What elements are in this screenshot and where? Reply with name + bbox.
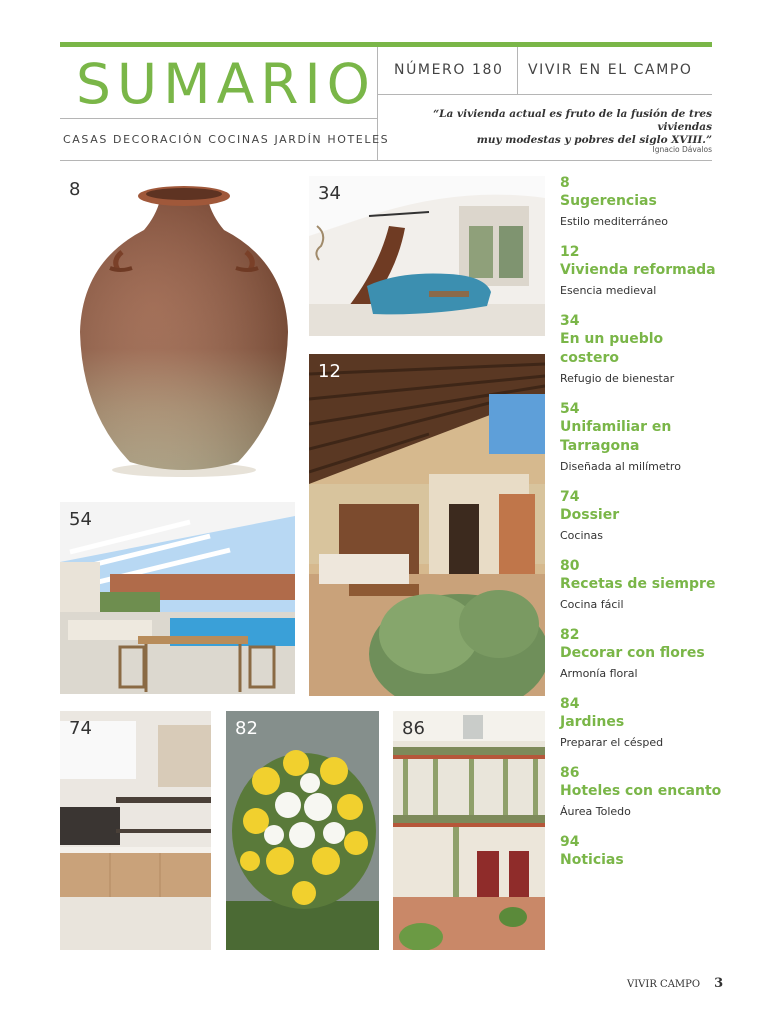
quote-author: Ignacio Dávalos (652, 145, 712, 154)
toc-subtitle: Armonía floral (560, 667, 638, 680)
kitchen-illustration (60, 711, 211, 950)
toc-item[interactable] (560, 627, 730, 682)
toc-title: Jardines (560, 714, 625, 730)
toc-number: 34 (560, 313, 580, 329)
photo-living-room[interactable] (309, 176, 545, 336)
toc-title: Decorar con flores (560, 645, 705, 661)
terrace-illustration (60, 502, 295, 694)
header-rule-left (60, 118, 377, 119)
toc-subtitle: Estilo mediterráneo (560, 215, 668, 228)
toc-subtitle: Cocinas (560, 529, 603, 542)
toc-number: 94 (560, 834, 580, 850)
toc-title: En un pueblo (560, 331, 664, 347)
toc-number: 84 (560, 696, 580, 712)
porch-illustration (309, 354, 545, 696)
toc-title: Recetas de siempre (560, 576, 716, 592)
magazine-name: VIVIR EN EL CAMPO (528, 62, 693, 78)
photo-flowers[interactable] (226, 711, 379, 950)
toc-subtitle: Esencia medieval (560, 284, 657, 297)
toc-subtitle: Diseñada al milímetro (560, 460, 681, 473)
photo-jar[interactable] (60, 172, 300, 482)
toc-title: Vivienda reformada (560, 262, 716, 278)
issue-number: NÚMERO 180 (394, 62, 504, 78)
toc-number: 54 (560, 401, 580, 417)
page-footer (627, 976, 723, 991)
toc-subtitle: Preparar el césped (560, 736, 664, 749)
hotel-illustration (393, 711, 545, 950)
toc-item[interactable] (560, 313, 730, 387)
header-rule-bottom (60, 160, 712, 161)
toc-title: Noticias (560, 852, 624, 868)
toc-title: Unifamiliar en (560, 419, 672, 435)
toc-item[interactable] (560, 696, 730, 751)
toc-subtitle: Refugio de bienestar (560, 372, 675, 385)
photo-jar-number: 8 (69, 179, 81, 200)
toc-item[interactable] (560, 175, 730, 230)
header-divider-2 (517, 47, 518, 94)
photo-hotel[interactable] (393, 711, 545, 950)
photo-terrace-number: 54 (69, 509, 92, 530)
photo-flowers-number: 82 (235, 718, 258, 739)
toc-number: 82 (560, 627, 580, 643)
toc-title: Hoteles con encanto (560, 783, 722, 799)
photo-kitchen[interactable] (60, 711, 211, 950)
footer-brand: VIVIR CAMPO (627, 979, 701, 990)
jar-illustration (60, 172, 300, 482)
photo-hotel-number: 86 (402, 718, 425, 739)
toc-number: 8 (560, 175, 570, 191)
toc-title: Sugerencias (560, 193, 657, 209)
pull-quote (392, 108, 712, 147)
top-accent-bar (60, 42, 712, 47)
page-title: SUMARIO (76, 52, 376, 116)
table-of-contents (560, 175, 730, 870)
photo-kitchen-number: 74 (69, 718, 92, 739)
flowers-illustration (226, 711, 379, 950)
toc-item[interactable] (560, 558, 730, 613)
toc-item[interactable] (560, 489, 730, 544)
toc-item[interactable] (560, 244, 730, 299)
photo-living-room-number: 34 (318, 183, 341, 204)
section-list: CASAS DECORACIÓN COCINAS JARDÍN HOTELES (63, 133, 390, 146)
toc-title: Dossier (560, 507, 620, 523)
toc-number: 12 (560, 244, 580, 260)
toc-item[interactable] (560, 765, 730, 820)
photo-porch[interactable] (309, 354, 545, 696)
toc-item[interactable] (560, 834, 730, 870)
toc-number: 74 (560, 489, 580, 505)
toc-title-line2: Tarragona (560, 438, 640, 454)
toc-number: 80 (560, 558, 580, 574)
toc-subtitle: Cocina fácil (560, 598, 624, 611)
quote-line-1: “La vivienda actual es fruto de la fusión de tres viviendas (433, 108, 712, 133)
photo-terrace[interactable] (60, 502, 295, 694)
toc-subtitle: Áurea Toledo (560, 805, 631, 818)
page-number: 3 (714, 976, 724, 991)
living-room-illustration (309, 176, 545, 336)
quote-line-2: muy modestas y pobres del siglo XVIII.” (476, 134, 712, 146)
photo-porch-number: 12 (318, 361, 341, 382)
toc-number: 86 (560, 765, 580, 781)
header-rule-right (377, 94, 712, 95)
toc-item[interactable] (560, 401, 730, 475)
toc-title-line2: costero (560, 350, 619, 366)
